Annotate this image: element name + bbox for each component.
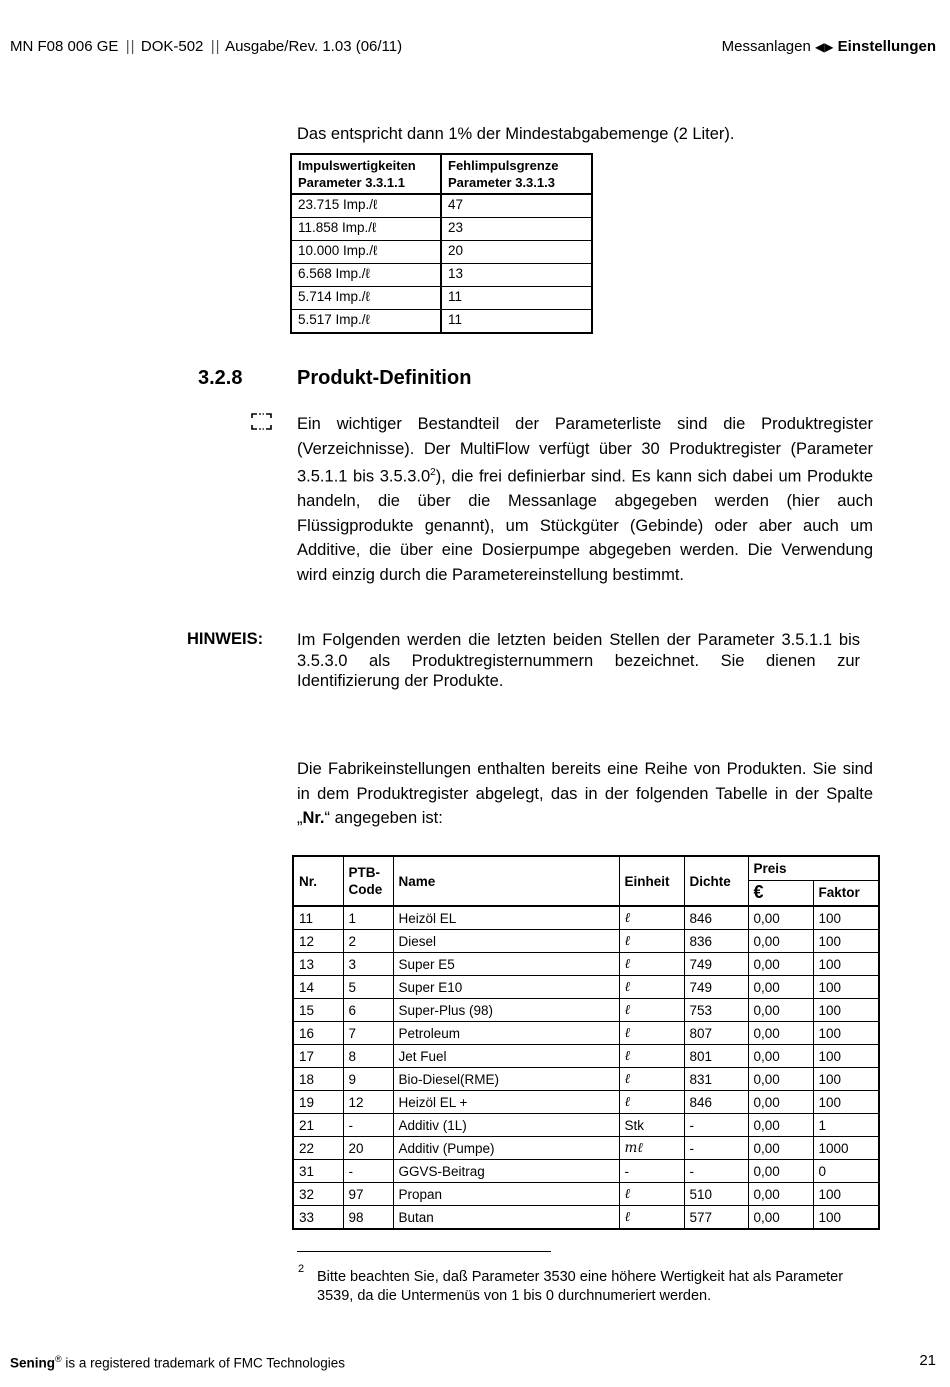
price-cell: 0,00 [748,999,813,1022]
table-row [293,906,879,930]
nr-cell: 33 [293,1206,343,1230]
unit-cell: ℓ [619,1091,684,1114]
ptb-cell: 6 [343,999,393,1022]
unit-cell: ℓ [619,1068,684,1091]
nr-cell: 21 [293,1114,343,1137]
paragraph-text: ), die frei definierbar sind. Es kann sich dabei um Produkte handeln, die über die Messanlage abgegeben werden (hier auch Flüssigprodukte genannt), um Stückgüter (Gebinde) oder aber auch um Additive, die über eine Dosierpumpe abgegeben werden. Die Verwendung wird einzig durch die Parametereinstellung bestimmt. [297,467,873,584]
ptb-cell: - [343,1114,393,1137]
name-cell: Propan [393,1183,619,1206]
unit-cell: ℓ [619,1206,684,1230]
unit-cell: ℓ [619,906,684,930]
name-cell: Additiv (1L) [393,1114,619,1137]
name-cell: Butan [393,1206,619,1230]
factor-cell: 100 [813,1068,879,1091]
paragraph-bold: Nr. [302,809,325,827]
footer-trademark [10,1354,345,1371]
limit-cell: 11 [441,310,592,334]
factor-cell: 100 [813,1206,879,1230]
header-line: PTB- [348,865,380,880]
price-cell: 0,00 [748,1137,813,1160]
price-cell: 0,00 [748,976,813,999]
unit-cell: ℓ [619,930,684,953]
factor-cell: 100 [813,1022,879,1045]
name-cell: Heizöl EL [393,906,619,930]
page-number: 21 [919,1352,936,1369]
product-table-header [293,856,879,880]
revision: Ausgabe/Rev. 1.03 (06/11) [225,38,403,55]
limit-cell: 13 [441,264,592,287]
price-cell: 0,00 [748,1068,813,1091]
header-doc-info [10,38,402,55]
header-line: Fehlimpulsgrenze [448,158,559,173]
impulse-cell: 6.568 Imp./ℓ [291,264,441,287]
density-cell: 749 [684,953,748,976]
nr-cell: 14 [293,976,343,999]
density-cell: 836 [684,930,748,953]
price-cell: 0,00 [748,1045,813,1068]
unit-cell: Stk [619,1114,684,1137]
section-title: Produkt-Definition [297,367,472,389]
factor-col-header: Faktor [813,880,879,906]
density-cell: 801 [684,1045,748,1068]
density-cell: 846 [684,906,748,930]
factor-cell: 100 [813,906,879,930]
impulse-table [290,153,593,334]
unit-cell: ℓ [619,1045,684,1068]
table-row [291,241,592,264]
name-cell: Jet Fuel [393,1045,619,1068]
unit-cell: ℓ [619,1022,684,1045]
price-cell: 0,00 [748,1022,813,1045]
density-cell: 510 [684,1183,748,1206]
table-row [291,218,592,241]
table-row [293,1114,879,1137]
nr-cell: 22 [293,1137,343,1160]
paragraph-text: Ein wichtiger Bestandteil der Parameterliste sind die Produktregister (Verzeichnisse). Der MultiFlow verfügt über 30 Produktregister (Parameter 3.5.1.1 bis 3.5.3.0 [297,415,873,486]
table-row [291,287,592,310]
brand-name: Sening [10,1355,56,1371]
ptb-cell: 8 [343,1045,393,1068]
paragraph-text: “ angegeben ist: [324,809,443,827]
price-cell: 0,00 [748,1114,813,1137]
note-label: HINWEIS: [187,630,264,648]
ptb-cell: 12 [343,1091,393,1114]
doc-code: DOK-502 [140,38,204,55]
table-row [293,1091,879,1114]
nr-cell: 12 [293,930,343,953]
table-row [293,1160,879,1183]
factor-cell: 100 [813,999,879,1022]
impulse-cell: 23.715 Imp./ℓ [291,194,441,218]
arrow-left-icon: ◀ [815,40,825,54]
limit-cell: 20 [441,241,592,264]
factor-cell: 100 [813,1045,879,1068]
factor-cell: 100 [813,1183,879,1206]
footnote-text: Bitte beachten Sie, daß Parameter 3530 eine höhere Wertigkeit hat als Parameter 3539, da die Untermenüs von 1 bis 0 durchnumeriert werden. [317,1269,844,1304]
intro-sentence: Das entspricht dann 1% der Mindestabgabemenge (2 Liter). [297,125,735,143]
header-line: Impulswertigkeiten [298,158,416,173]
impulse-cell: 5.517 Imp./ℓ [291,310,441,334]
name-cell: GGVS-Beitrag [393,1160,619,1183]
limit-cell: 23 [441,218,592,241]
table-row [291,264,592,287]
name-cell: Super-Plus (98) [393,999,619,1022]
table-row [293,1183,879,1206]
table-row [291,194,592,218]
factor-cell: 0 [813,1160,879,1183]
unit-cell: ℓ [619,1183,684,1206]
density-cell: 807 [684,1022,748,1045]
ptb-cell: - [343,1160,393,1183]
table-row [293,1045,879,1068]
unit-cell: ℓ [619,976,684,999]
factor-cell: 100 [813,976,879,999]
nr-col-header: Nr. [293,856,343,906]
density-cell: 846 [684,1091,748,1114]
name-cell: Super E10 [393,976,619,999]
impulse-table-header [291,154,592,194]
nr-cell: 16 [293,1022,343,1045]
table-row [293,953,879,976]
density-cell: 753 [684,999,748,1022]
header-line: Code [348,882,383,897]
ptb-cell: 20 [343,1137,393,1160]
section-number: 3.2.8 [198,367,243,389]
ptb-cell: 7 [343,1022,393,1045]
table-row [293,1206,879,1230]
euro-icon: € [748,880,813,906]
price-group-header: Preis [748,856,879,880]
table-row [293,930,879,953]
nr-cell: 32 [293,1183,343,1206]
unit-cell: - [619,1160,684,1183]
product-rows [293,906,879,1229]
price-cell: 0,00 [748,1206,813,1230]
table-row [293,999,879,1022]
nr-cell: 18 [293,1068,343,1091]
impulse-cell: 10.000 Imp./ℓ [291,241,441,264]
table-row [293,1137,879,1160]
header-line: Parameter 3.3.1.1 [298,175,405,190]
density-cell: 577 [684,1206,748,1230]
name-cell: Petroleum [393,1022,619,1045]
name-cell: Super E5 [393,953,619,976]
factor-cell: 1 [813,1114,879,1137]
ptb-cell: 5 [343,976,393,999]
table-row [293,1068,879,1091]
separator: | | [207,38,222,55]
name-cell: Bio-Diesel(RME) [393,1068,619,1091]
product-table [292,855,880,1230]
unit-cell: mℓ [619,1137,684,1160]
breadcrumb-section: Messanlagen [721,38,811,55]
registered-mark: ® [55,1354,62,1364]
ptb-col-header [343,856,393,906]
nr-cell: 15 [293,999,343,1022]
nr-cell: 11 [293,906,343,930]
name-cell: Heizöl EL + [393,1091,619,1114]
price-cell: 0,00 [748,906,813,930]
note-text: Im Folgenden werden die letzten beiden Stellen der Parameter 3.5.1.1 bis 3.5.3.0 als Produktregisternummern bezeichnet. Sie dienen zur Identifizierung der Produkte. [297,631,860,690]
separator: | | [122,38,137,55]
ptb-cell: 3 [343,953,393,976]
ptb-cell: 97 [343,1183,393,1206]
ptb-cell: 9 [343,1068,393,1091]
table-row [291,310,592,334]
impulse-col-header [291,154,441,194]
factor-cell: 100 [813,930,879,953]
name-cell: Diesel [393,930,619,953]
name-col-header: Name [393,856,619,906]
ptb-cell: 1 [343,906,393,930]
density-cell: - [684,1160,748,1183]
nr-cell: 31 [293,1160,343,1183]
density-cell: 749 [684,976,748,999]
info-bracket-icon [251,413,272,430]
table-row [293,1022,879,1045]
table-row [293,976,879,999]
ptb-cell: 2 [343,930,393,953]
limit-col-header [441,154,592,194]
footnote-marker: 2 [298,1263,305,1275]
arrow-right-icon: ▶ [824,40,834,54]
unit-col-header: Einheit [619,856,684,906]
trademark-text: is a registered trademark of FMC Technologies [61,1355,346,1371]
nr-cell: 13 [293,953,343,976]
doc-number: MN F08 006 GE [10,38,119,55]
density-col-header: Dichte [684,856,748,906]
footnote-ref[interactable]: 2 [430,467,436,478]
impulse-cell: 11.858 Imp./ℓ [291,218,441,241]
paragraph-text: Die Fabrikeinstellungen enthalten bereits eine Reihe von Produkten. Sie sind in dem Produktregister abgelegt, das in der folgenden Tabelle in der Spalte „ [297,760,873,827]
nr-cell: 17 [293,1045,343,1068]
factor-cell: 100 [813,1091,879,1114]
breadcrumb-subsection: Einstellungen [837,38,936,55]
ptb-cell: 98 [343,1206,393,1230]
density-cell: - [684,1137,748,1160]
nr-cell: 19 [293,1091,343,1114]
factory-paragraph [297,757,873,831]
header-breadcrumb [722,38,936,55]
price-cell: 0,00 [748,953,813,976]
unit-cell: ℓ [619,953,684,976]
factor-cell: 100 [813,953,879,976]
density-cell: - [684,1114,748,1137]
density-cell: 831 [684,1068,748,1091]
footnote-divider [297,1251,551,1252]
limit-cell: 47 [441,194,592,218]
unit-cell: ℓ [619,999,684,1022]
price-cell: 0,00 [748,1183,813,1206]
name-cell: Additiv (Pumpe) [393,1137,619,1160]
impulse-cell: 5.714 Imp./ℓ [291,287,441,310]
header-line: Parameter 3.3.1.3 [448,175,555,190]
price-cell: 0,00 [748,1160,813,1183]
factor-cell: 1000 [813,1137,879,1160]
price-cell: 0,00 [748,930,813,953]
section-paragraph [297,412,873,587]
limit-cell: 11 [441,287,592,310]
price-cell: 0,00 [748,1091,813,1114]
